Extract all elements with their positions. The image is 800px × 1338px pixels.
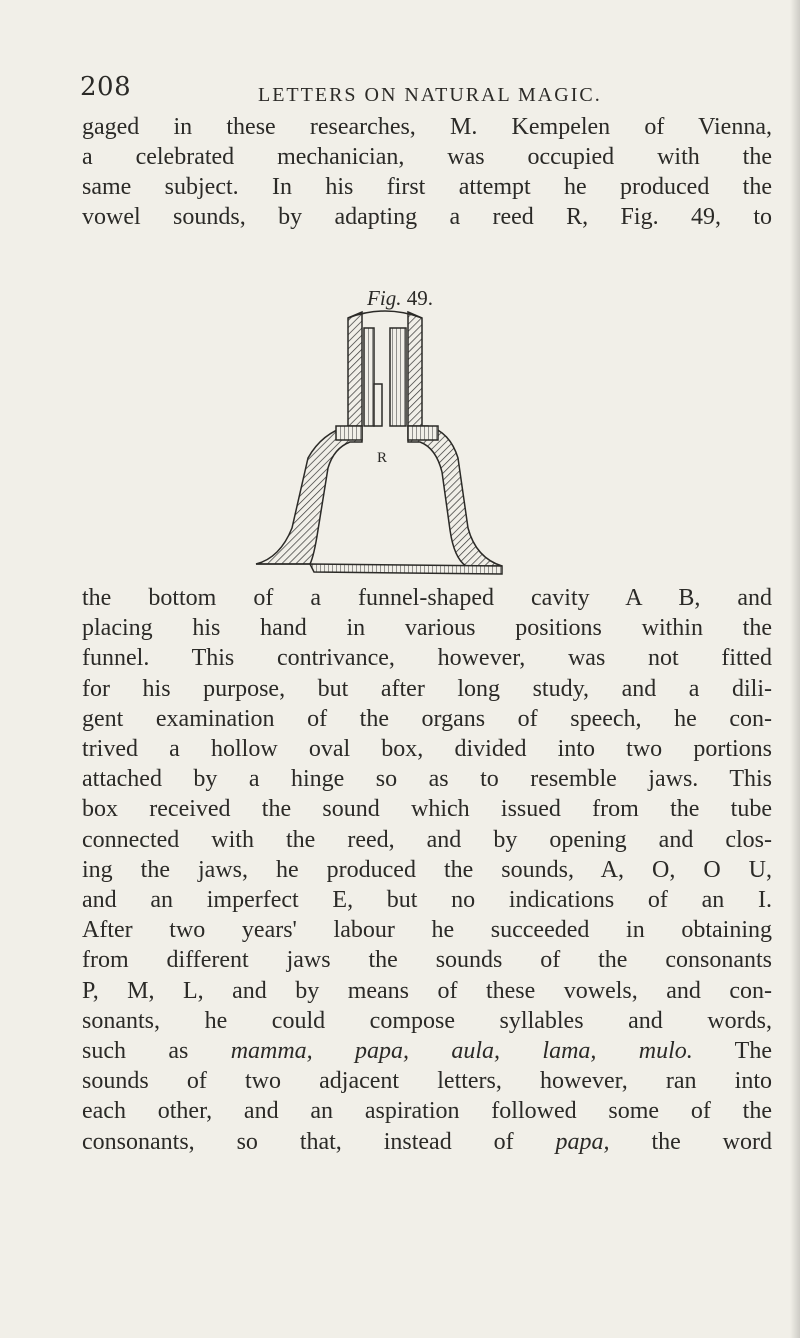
funnel-body xyxy=(256,311,502,574)
text-line: box received the sound which issued from the tube xyxy=(82,796,772,823)
paragraph-bottom xyxy=(82,583,772,1157)
text-line: sounds of two adjacent letters, however, ran into xyxy=(82,1068,772,1095)
text-line: each other, and an aspiration followed some of the xyxy=(82,1098,772,1125)
text-run: the word xyxy=(609,1128,773,1155)
running-head: LETTERS ON NATURAL MAGIC. xyxy=(258,84,602,106)
text-line: and an imperfect E, but no indications of an I. xyxy=(82,887,772,914)
text-line: connected with the reed, and by opening and clos- xyxy=(82,826,772,853)
text-run: such as xyxy=(82,1038,231,1065)
text-line: trived a hollow oval box, divided into two portions xyxy=(82,736,772,763)
text-line: ing the jaws, he produced the sounds, A, O, O U, xyxy=(82,856,772,883)
text-line xyxy=(82,1127,772,1157)
figure-caption-number: 49. xyxy=(406,286,433,310)
text-line: for his purpose, but after long study, and a dili- xyxy=(82,675,772,702)
text-line: a celebrated mechanician, was occupied with the xyxy=(82,144,772,170)
text-line: the bottom of a funnel-shaped cavity A B, and xyxy=(82,585,772,611)
text-line: same subject. In his first attempt he produced the xyxy=(82,174,772,200)
paragraph-top xyxy=(82,112,772,232)
text-run: consonants, so that, instead of xyxy=(82,1128,556,1155)
italic-examples: mamma, papa, aula, lama, mulo. xyxy=(230,1038,693,1065)
text-line: attached by a hinge so as to resemble jaws. This xyxy=(82,766,772,793)
text-line: gent examination of the organs of speech, he con- xyxy=(82,705,772,732)
text-line: vowel sounds, by adapting a reed R, Fig. 49, to xyxy=(82,204,772,230)
page-edge-shadow xyxy=(790,0,800,1338)
text-line: from different jaws the sounds of the consonants xyxy=(82,947,772,974)
text-line: funnel. This contrivance, however, was not fitted xyxy=(82,645,772,672)
page-number: 208 xyxy=(80,72,132,102)
text-line: sonants, he could compose syllables and words, xyxy=(82,1007,772,1034)
text-line xyxy=(82,1036,772,1066)
text-run: The xyxy=(692,1038,772,1065)
figure-caption-prefix: Fig. xyxy=(367,286,402,310)
funnel-reed-figure xyxy=(240,308,570,584)
text-line: placing his hand in various positions within the xyxy=(82,615,772,642)
italic-word: papa, xyxy=(555,1128,610,1155)
text-line: gaged in these researches, M. Kempelen of Vienna, xyxy=(82,114,772,140)
reed-label: R xyxy=(376,450,388,466)
text-line: After two years' labour he succeeded in obtaining xyxy=(82,917,772,944)
text-line: P, M, L, and by means of these vowels, and con- xyxy=(82,977,772,1004)
page-header xyxy=(80,72,760,112)
